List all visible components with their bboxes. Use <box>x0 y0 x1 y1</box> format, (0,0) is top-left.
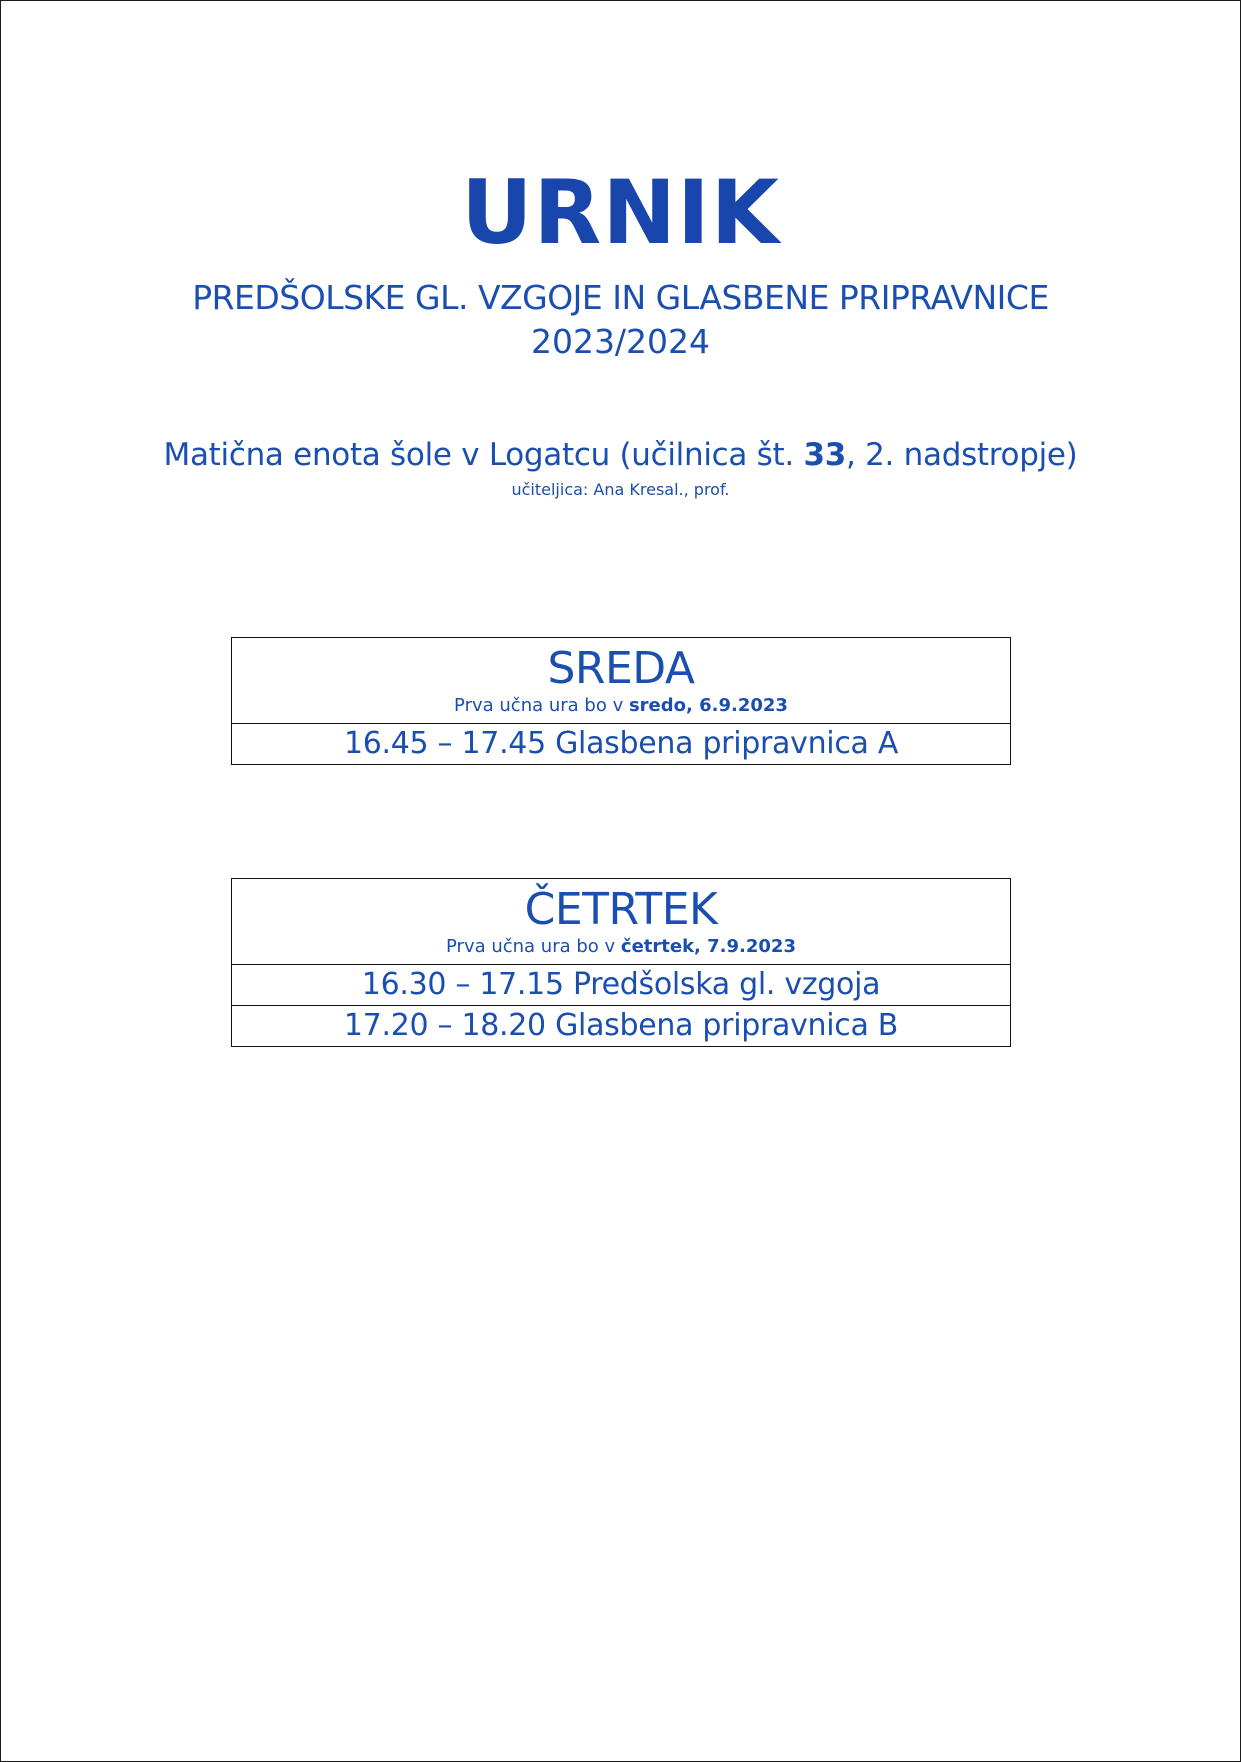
school-year: 2023/2024 <box>530 322 711 361</box>
time-slot: 16.30 – 17.15 Predšolska gl. vzgoja <box>232 965 1010 1006</box>
location-line <box>1 432 1240 478</box>
day-name: SREDA <box>547 643 695 694</box>
location-suffix: , 2. nadstropje) <box>846 437 1078 473</box>
time-slot: 17.20 – 18.20 Glasbena pripravnica B <box>343 1008 899 1043</box>
note-date: četrtek, 7.9.2023 <box>620 936 796 957</box>
document-subtitle: PREDŠOLSKE GL. VZGOJE IN GLASBENE PRIPRAVNICE <box>192 278 1049 317</box>
day-header <box>232 638 1010 724</box>
first-lesson-note <box>232 935 1010 959</box>
note-date: sredo, 6.9.2023 <box>628 695 788 716</box>
first-lesson-note <box>232 694 1010 718</box>
day-header <box>232 879 1010 965</box>
room-number: 33 <box>803 437 847 473</box>
day-name: ČETRTEK <box>524 884 718 935</box>
note-prefix: Prva učna ura bo v <box>446 936 621 957</box>
location-prefix: Matična enota šole v Logatcu (učilnica št. <box>163 437 804 473</box>
schedule-table-cetrtek <box>231 878 1011 1047</box>
time-slot: 16.45 – 17.45 Glasbena pripravnica A <box>343 726 899 761</box>
document-title: URNIK <box>461 161 780 264</box>
schedule-table-sreda <box>231 637 1011 765</box>
teacher-line: učiteljica: Ana Kresal., prof. <box>511 480 730 499</box>
note-prefix: Prva učna ura bo v <box>454 695 629 716</box>
